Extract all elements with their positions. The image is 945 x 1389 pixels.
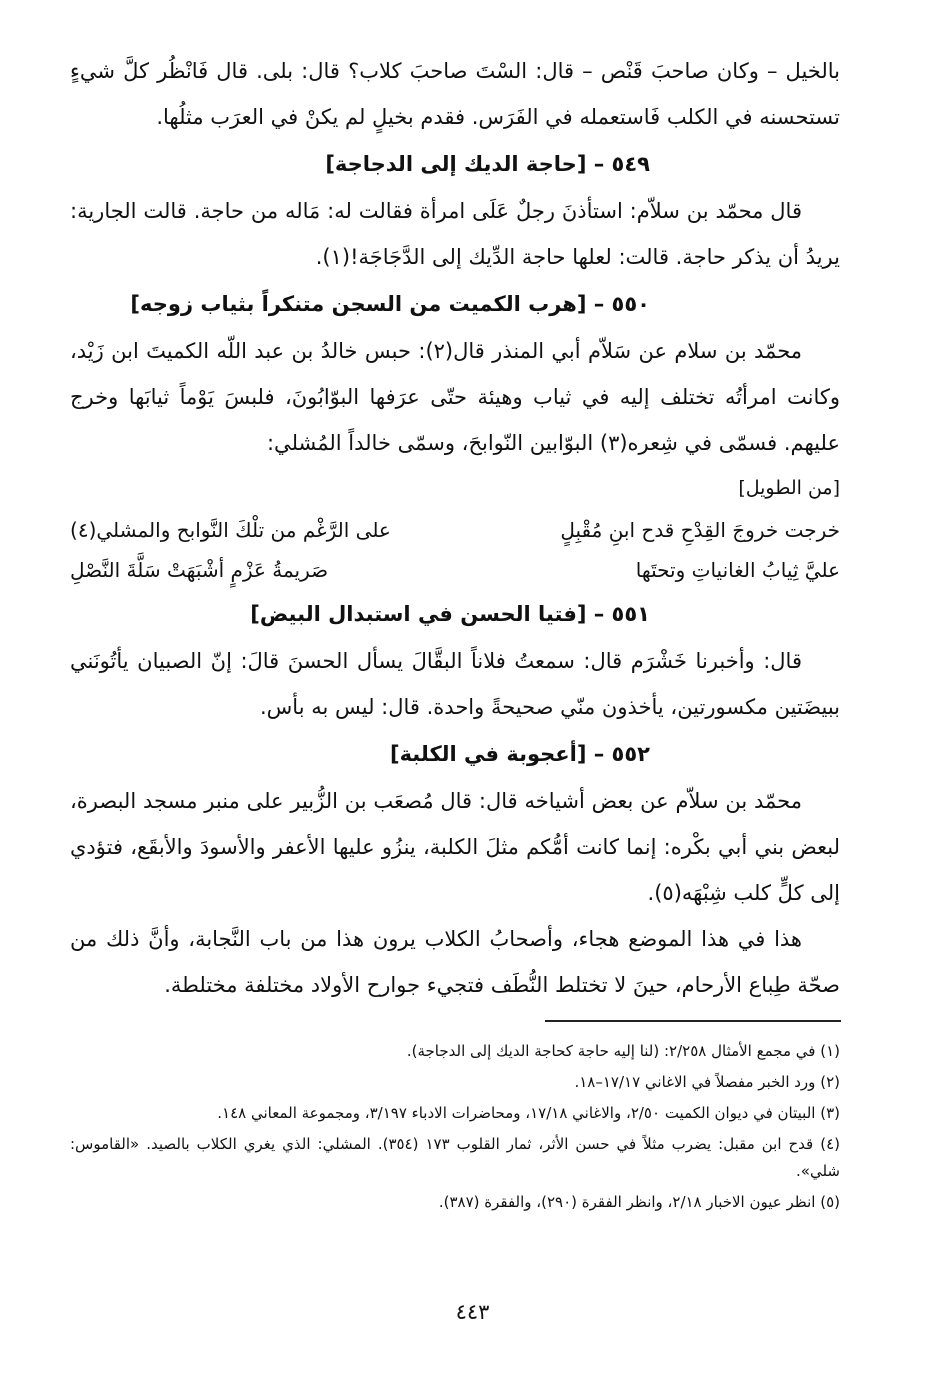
footnote-2 [70,1069,840,1096]
footnote-5-text: انظر عيون الاخبار ٢/١٨، وانظر الفقرة (٢٩٠)، والفقرة (٣٨٧). [438,1193,816,1211]
footnote-5-number: (٥) [820,1193,840,1211]
section-550-heading: ٥٥٠ – [هرب الكميت من السجن متنكراً بثياب زوجه] [130,292,650,316]
footnotes [70,1038,840,1220]
section-551-heading: ٥٥١ – [فتيا الحسن في استبدال البيض] [250,602,650,626]
section-552-text-1: محمّد بن سلاّم عن بعض أشياخه قال: قال مُصعَب بن الزُّبير على منبر مسجد البصرة، لبعض بني أبي بكْره: إنما كانت أمُّكم مثلَ الكلبة، ينزُو عليها الأعفر والأسودَ والأبقَع، فتؤدي إلى كلٍّ كلب شِبْهَه(٥). [70,789,840,905]
section-549-text: قال محمّد بن سلاّم: استأذنَ رجلٌ عَلَى امرأة فقالت له: مَاله من حاجة. قالت الجارية: يريدُ أن يذكر حاجة. قالت: لعلها حاجة الدِّيك إلى الدَّجَاجَة!(١). [70,199,840,269]
footnote-4-text: قدح ابن مقبل: يضرب مثلاً في حسن الأثر، ثمار القلوب ١٧٣ (٣٥٤). المشلي: الذي يغري الكلاب بالصيد. «القاموس: شلي». [70,1135,840,1180]
section-552-text-2: هذا في هذا الموضع هجاء، وأصحابُ الكلاب يرون هذا من باب النَّجابة، وأنَّ ذلك من صحّة طِباع الأرحام، حينَ لا تختلط النُّطَف فتجيء جوارح الأولاد مختلفة مختلطة. [70,927,840,997]
opening-line-1: بالخيل – وكان صاحبَ قَنْص – قال: السْتَ صاحبَ كلاب؟ قال: بلى. قال فَانْظُر كلَّ [123,59,840,83]
opening-paragraph [70,48,840,140]
footnote-4 [70,1131,840,1185]
verse-1-first-hemistich: خرجت خروجَ القِدْحِ قدح ابنِ مُقْبِلٍ [560,518,840,542]
footnote-1-text: في مجمع الأمثال ٢/٢٥٨: (لنا إليه حاجة كحاجة الديك إلى الدجاجة). [406,1042,816,1060]
footnote-5 [70,1189,840,1216]
footnote-3 [70,1100,840,1127]
poem-verse-1 [70,510,840,550]
footnote-1-number: (١) [820,1042,840,1060]
page-body [70,48,840,1008]
section-549-heading: ٥٤٩ – [حاجة الديك إلى الدجاجة] [325,152,650,176]
footnote-1 [70,1038,840,1065]
verse-2-first-hemistich: عليَّ ثِيابُ الغانياتِ وتحتَها [635,558,840,582]
footnote-2-number: (٢) [820,1073,840,1091]
opening-line-2: شيءٍ تستحسنه في الكلب فَاستعمله في الفَرَس. فقدم بخيلٍ لم يكنْ في العرَب مثلُها. [70,59,840,129]
poem [70,510,840,590]
footnote-separator [545,1020,841,1022]
footnote-4-number: (٤) [820,1135,840,1153]
verse-1-second-hemistich: على الرَّغْم من تلْكَ النَّوابح والمشلي(٤) [70,518,391,542]
page-number: ٤٤٣ [455,1300,490,1324]
section-550-text: محمّد بن سلام عن سَلاّم أبي المنذر قال(٢): حبس خالدُ بن عبد اللّه الكميتَ ابن زَيْد، وكانت امرأتُه تختلف إليه في ثياب وهيئة حتّى عرَفها البوّابُونَ، فلبسَ يَوْماً ثيابَها وخرج عليهم. فسمّى في شِعره(٣) البوّابين النّوابحَ، وسمّى خالداً المُشلي: [70,339,840,455]
poem-meter-label: [من الطويل] [738,477,840,499]
verse-2-second-hemistich: صَريمةُ عَزْمٍ أشْبَهَتْ سَلَّةَ النَّصْلِ [70,558,329,582]
footnote-3-text: البيتان في ديوان الكميت ٢/٥٠، والاغاني ١٧/١٨، ومحاضرات الادباء ٣/١٩٧، ومجموعة المعاني ١٤٨. [217,1104,816,1122]
poem-verse-2 [70,550,840,590]
footnote-3-number: (٣) [820,1104,840,1122]
footnote-2-text: ورد الخبر مفصلاً في الاغاني ١٧/١٧–١٨. [574,1073,816,1091]
section-551-text: قال: وأخبرنا خَشْرَم قال: سمعتُ فلاناً البقَّالَ يسأل الحسنَ قالَ: إنّ الصبيان يأتُونَني ببيضَتين مكسورتين، يأخذون منّي صحيحةً واحدة. قال: ليس به بأس. [70,649,840,719]
section-552-heading: ٥٥٢ – [أعجوبة في الكلبة] [389,742,650,766]
